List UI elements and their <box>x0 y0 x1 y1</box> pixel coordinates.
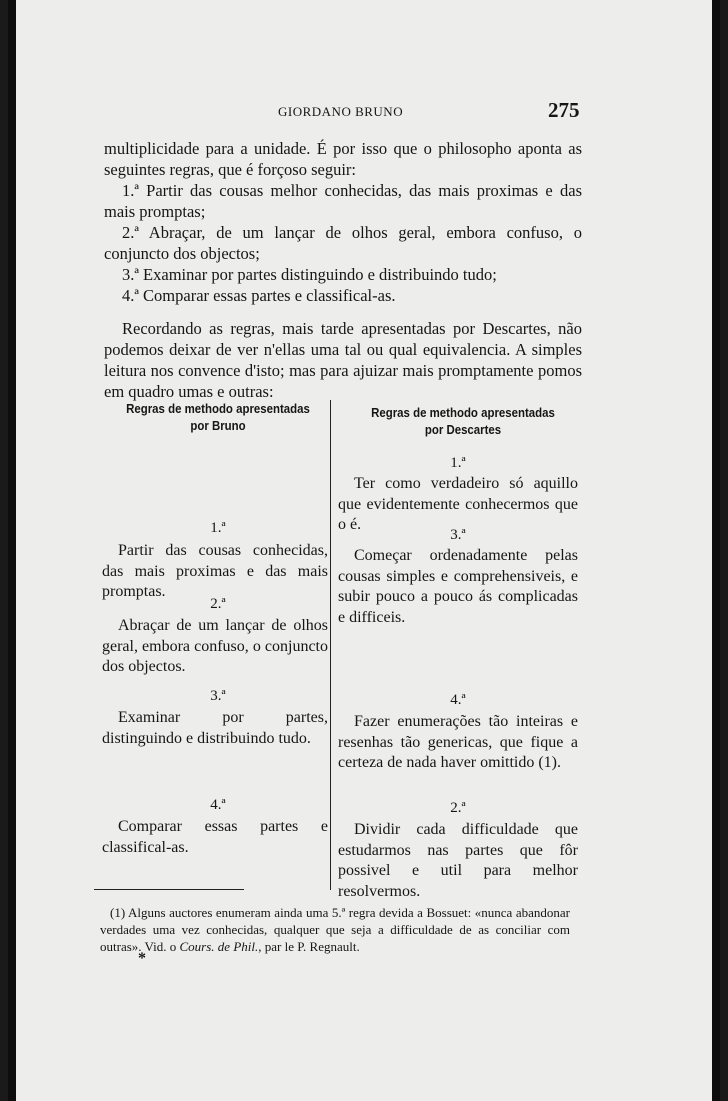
descartes-rule-1-text: Ter como verdadeiro só aquillo que evidentemente conhecermos que o é. <box>338 475 578 533</box>
descartes-rule-2-number: 2.ª <box>450 800 466 816</box>
descartes-rule-2-text: Dividir cada difficuldade que estudarmos nas partes que fôr possivel e util para melhor resolvermos. <box>338 821 578 900</box>
descartes-rule-3-number: 3.ª <box>450 527 466 543</box>
column-divider <box>330 400 331 890</box>
descartes-rule-4-number: 4.ª <box>450 692 466 708</box>
footnote-text: (1) Alguns auctores enumeram ainda uma 5.ª regra devida a Bossuet: «nunca abandonar verdades uma vez conhecidas, qualquer que seja a difficuldade de as conciliar com outras». Vid. o <box>100 905 570 954</box>
footnote-separator <box>94 889 244 890</box>
descartes-rule-4-text: Fazer enumerações tão inteiras e resenhas tão genericas, que fique a certeza de nada haver omittido (1). <box>338 713 578 771</box>
running-head: GIORDANO BRUNO <box>278 104 404 119</box>
descartes-rule-3-text: Começar ordenadamente pelas cousas simples e comprehensiveis, e subir pouco a pouco ás complicadas e difficeis. <box>338 547 578 626</box>
descartes-paragraph: Recordando as regras, mais tarde apresentadas por Descartes, não podemos deixar de ver n'ellas uma tal ou qual equivalencia. A simples leitura nos convence d'isto; mas para ajuizar mais promptamente pomos em quadro umas e outras: <box>104 319 582 401</box>
footnote-work-title: Cours. de Phil. <box>179 939 259 954</box>
rule-2-line: 2.ª Abraçar, de um lançar de olhos geral, embora confuso, o conjuncto dos objectos; <box>104 223 582 263</box>
bruno-rule-4-text: Comparar essas partes e classifical-as. <box>102 818 328 856</box>
page-number: 275 <box>548 98 580 122</box>
bruno-rule-1-number: 1.ª <box>210 520 226 536</box>
bruno-rule-3-text: Examinar por partes, distinguindo e distribuindo tudo. <box>102 709 328 747</box>
bruno-rule-2-text: Abraçar de um lançar de olhos geral, embora confuso, o conjuncto dos objectos. <box>102 617 328 675</box>
descartes-rule-1-number: 1.ª <box>450 455 466 471</box>
rule-1-line: 1.ª Partir das cousas melhor conhecidas, das mais proximas e das mais promptas; <box>104 181 582 221</box>
intro-paragraph: multiplicidade para a unidade. É por isso que o philosopho aponta as seguintes regras, que é forçoso seguir: <box>104 139 582 179</box>
scan-border-left <box>8 0 16 1101</box>
intro-text <box>104 138 582 402</box>
footnote-tail: , par le P. Regnault. <box>258 939 360 954</box>
book-page <box>8 0 720 1101</box>
descartes-column-heading: Regras de methodo apresentadas por Descartes <box>371 405 555 437</box>
bruno-rule-4-number: 4.ª <box>210 797 226 813</box>
rule-3-line: 3.ª Examinar por partes distinguindo e distribuindo tudo; <box>122 265 497 284</box>
bruno-rule-3-number: 3.ª <box>210 688 226 704</box>
bruno-column-heading: Regras de methodo apresentadas por Bruno <box>126 401 310 433</box>
bruno-rule-2-number: 2.ª <box>210 596 226 612</box>
footnote <box>100 904 570 955</box>
rule-4-line: 4.ª Comparar essas partes e classifical-as. <box>122 286 396 305</box>
bruno-rule-1-text: Partir das cousas conhecidas, das mais proximas e das mais promptas. <box>102 542 328 600</box>
scan-border-right <box>712 0 720 1101</box>
asterisk-mark: * <box>138 950 146 967</box>
